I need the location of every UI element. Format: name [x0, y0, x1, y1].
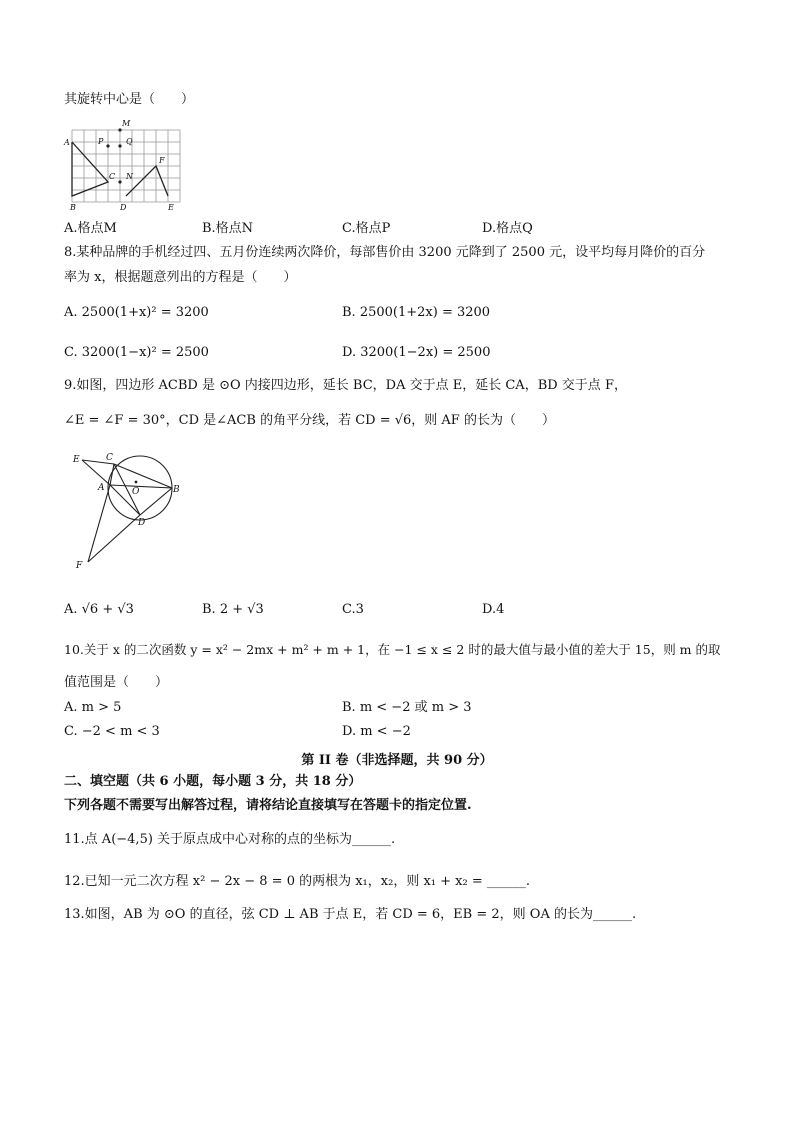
q8-line-2: 率为 x，根据题意列出的方程是（ ） [64, 270, 297, 285]
q9-label-f: F [76, 561, 83, 571]
q9-label-a: A [98, 483, 105, 493]
q9-label-o: O [132, 487, 140, 497]
q7-grid-figure [62, 116, 186, 212]
q8-option-c: C. 3200(1−x)² = 2500 [64, 345, 209, 360]
q9-line-1: 9.如图，四边形 ACBD 是 ⊙O 内接四边形，延长 BC，DA 交于点 E，延长 CA，BD 交于点 F， [64, 378, 627, 393]
q10-line-2: 值范围是（ ） [64, 675, 169, 690]
q7-label-a: A [64, 138, 70, 147]
q7-option-c: C.格点P [342, 221, 391, 236]
q7-label-m: M [122, 119, 131, 128]
q9-circle-figure [68, 448, 188, 572]
q9-option-a: A. √6 + √3 [64, 602, 134, 617]
q7-label-f: F [159, 156, 165, 165]
q7-label-b: B [70, 203, 76, 212]
q9-label-e: E [73, 455, 80, 465]
q9-option-c: C.3 [342, 602, 364, 617]
q7-label-n: N [126, 172, 133, 181]
q9-label-b: B [173, 485, 180, 495]
q8-option-b: B. 2500(1+2x) = 3200 [342, 305, 491, 320]
q9-line-2: ∠E = ∠F = 30°，CD 是∠ACB 的角平分线，若 CD = √6，则 AF 的长为（ ） [64, 413, 555, 428]
q7-label-p: P [98, 137, 104, 146]
q10-option-a: A. m > 5 [64, 700, 122, 715]
q7-label-c: C [109, 172, 116, 181]
q8-option-a: A. 2500(1+x)² = 3200 [64, 305, 209, 320]
q8-option-d: D. 3200(1−2x) = 2500 [342, 345, 491, 360]
section-heading: 二、填空题（共 6 小题，每小题 3 分，共 18 分） [64, 774, 362, 789]
q7-label-d: D [120, 203, 127, 212]
q9-label-d: D [138, 518, 146, 528]
q10-line-1: 10.关于 x 的二次函数 y = x² − 2mx + m² + m + 1，在 −1 ≤ x ≤ 2 时的最大值与最小值的差大于 15，则 m 的取 [64, 642, 721, 657]
q7-label-e: E [168, 203, 174, 212]
q7-stem: 其旋转中心是（ ） [64, 92, 195, 107]
q12-text: 12.已知一元二次方程 x² − 2x − 8 = 0 的两根为 x₁，x₂，则 x₁ + x₂ = ______. [64, 874, 530, 889]
q13-text: 13.如图，AB 为 ⊙O 的直径，弦 CD ⊥ AB 于点 E，若 CD = 6，EB = 2，则 OA 的长为______. [64, 907, 637, 922]
q10-option-b: B. m < −2 或 m > 3 [342, 700, 472, 715]
q9-option-d: D.4 [482, 602, 505, 617]
q9-option-b: B. 2 + √3 [202, 602, 264, 617]
q8-line-1: 8.某种品牌的手机经过四、五月份连续两次降价，每部售价由 3200 元降到了 2500 元，设平均每月降价的百分 [64, 245, 706, 260]
q11-text: 11.点 A(−4,5) 关于原点成中心对称的点的坐标为______. [64, 832, 396, 847]
q7-option-d: D.格点Q [482, 221, 533, 236]
section-title: 第 II 卷（非选择题，共 90 分） [301, 753, 493, 768]
q10-option-c: C. −2 < m < 3 [64, 724, 160, 739]
q7-label-q: Q [126, 137, 133, 146]
q7-option-b: B.格点N [202, 221, 254, 236]
section-instruction: 下列各题不需要写出解答过程，请将结论直接填写在答题卡的指定位置. [64, 798, 472, 813]
q10-option-d: D. m < −2 [342, 724, 411, 739]
q7-option-a: A.格点M [64, 221, 117, 236]
q9-label-c: C [106, 453, 113, 463]
